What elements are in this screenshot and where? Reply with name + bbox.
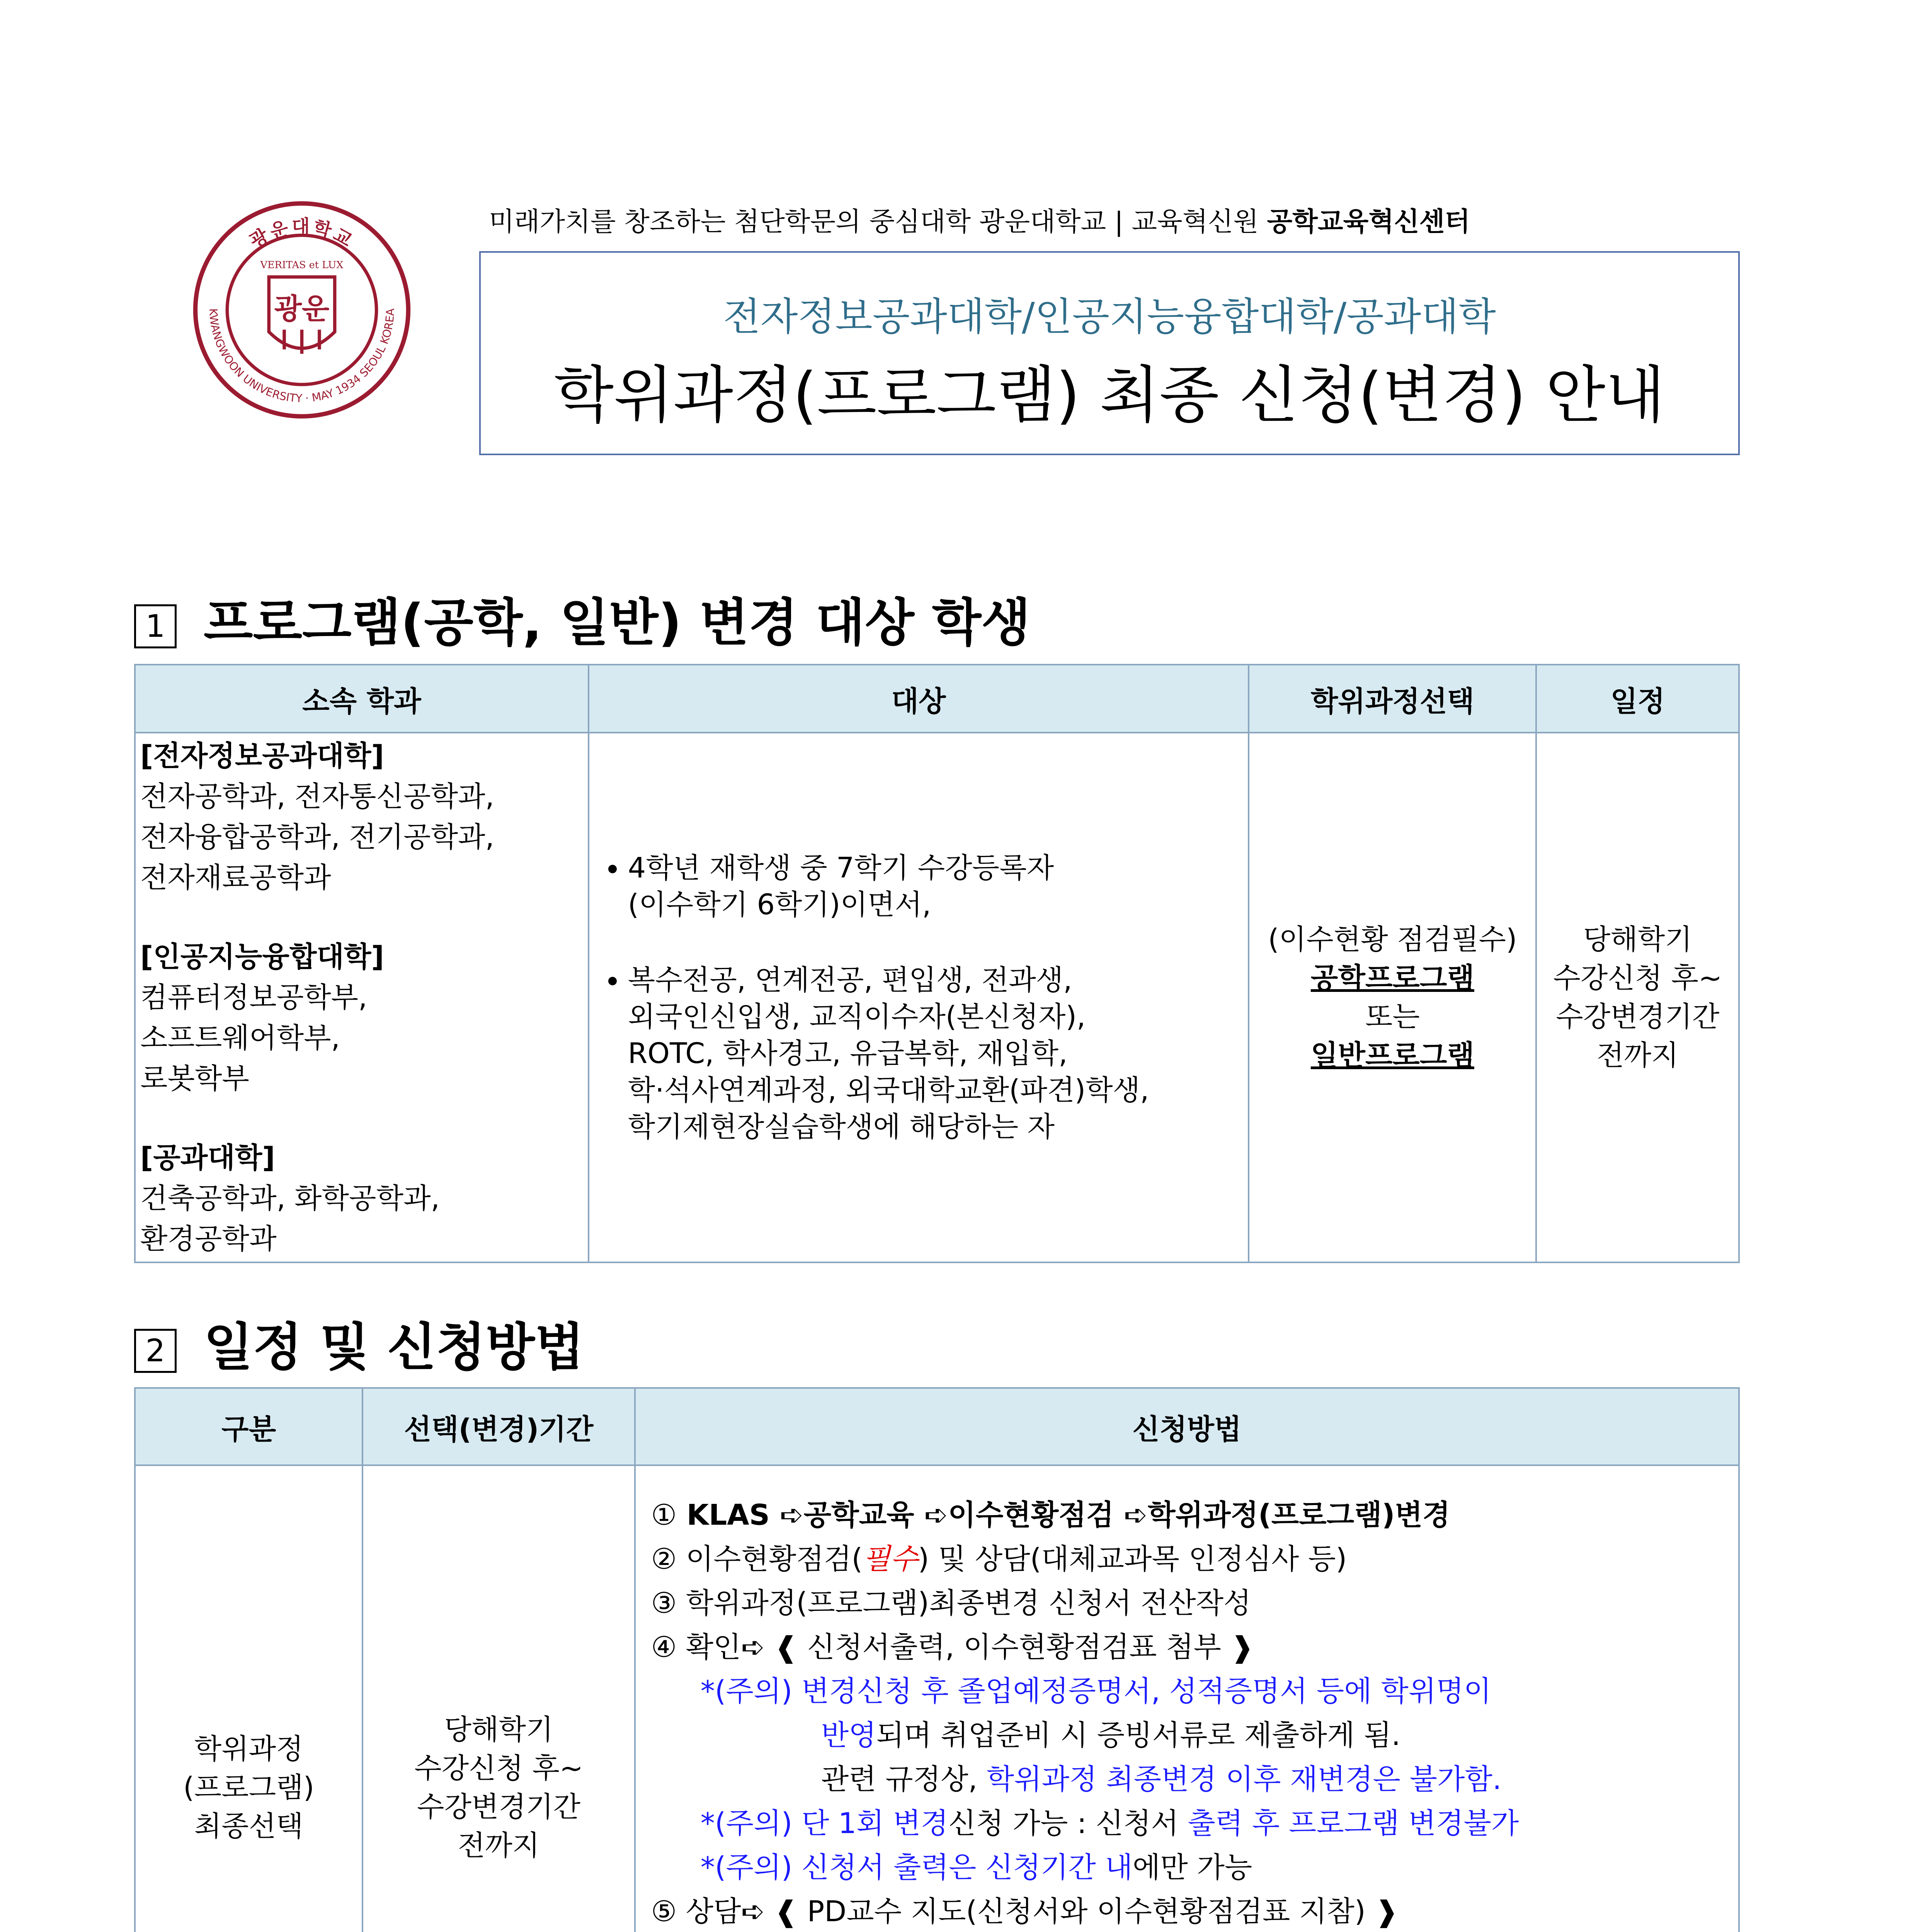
step-2: ② 이수현황점검(필수) 및 상담(대체교과목 인정심사 등) xyxy=(651,1543,1347,1576)
svg-text:광운: 광운 xyxy=(274,292,330,326)
caution-1-line2: 반영되며 취업준비 시 증빙서류로 제출하게 됨. xyxy=(821,1719,1401,1752)
kwangwoon-university-seal-icon xyxy=(192,200,412,420)
section2-heading: 2 일정 및 신청방법 xyxy=(134,1306,584,1379)
dept-line: 환경공학과 xyxy=(140,1223,277,1255)
caution-1-line3: 관련 규정상, 학위과정 최종변경 이후 재변경은 불가함. xyxy=(821,1763,1502,1796)
eligibility-table xyxy=(134,664,1740,1263)
header-target: 대상 xyxy=(589,665,1249,733)
category-cell: 학위과정 (프로그램) 최종선택 xyxy=(135,1465,362,1932)
svg-text:VERITAS et LUX: VERITAS et LUX xyxy=(260,259,344,271)
required-mark: 필수 xyxy=(863,1543,918,1576)
sub-title: 전자정보공과대학/인공지능융합대학/공과대학 xyxy=(723,294,1496,339)
svg-text:광운대학교: 광운대학교 xyxy=(246,216,358,253)
header-department: 소속 학과 xyxy=(135,665,589,733)
caution-3: *(주의) 신청서 출력은 신청기간 내에만 가능 xyxy=(700,1851,1252,1884)
header-method: 신청방법 xyxy=(635,1388,1739,1465)
section2-number: 2 xyxy=(134,1329,177,1373)
dept-line: 건축공학과, 화학공학과, xyxy=(140,1182,440,1215)
page-title: 학위과정(프로그램) 최종 신청(변경) 안내 xyxy=(554,359,1665,431)
section1-heading: 1 프로그램(공학, 일반) 변경 대상 학생 xyxy=(134,582,1031,655)
step-3: ③ 학위과정(프로그램)최종변경 신청서 전산작성 xyxy=(651,1587,1251,1620)
step-4: ④ 확인➪ ❰ 신청서출력, 이수현황점검표 첨부 ❱ xyxy=(651,1631,1254,1664)
step-1: ① KLAS ➪공학교육 ➪이수현황점검 ➪학위과정(프로그램)변경 xyxy=(651,1498,1450,1532)
condition-item: • 4학년 재학생 중 7학기 수강등록자 (이수학기 6학기)이면서, xyxy=(628,850,1239,923)
condition-item: • 복수전공, 연계전공, 편입생, 전과생, 외국인신입생, 교직이수자(본신청자), ROTC, 학사경고, 유급복학, 재입학, 학·석사연계과정, 외국대학교환(파견)학생, 학기제현장실습학생에 해당하는 자 xyxy=(628,962,1239,1145)
caution-1-line1: *(주의) 변경신청 후 졸업예정증명서, 성적증명서 등에 학위명이 xyxy=(700,1675,1492,1708)
dept-line: 전자재료공학과 xyxy=(140,861,331,894)
dept-line: 전자공학과, 전자통신공학과, xyxy=(140,780,494,813)
college-name: [공과대학] xyxy=(140,1141,275,1174)
section1-number: 1 xyxy=(134,604,177,648)
header-category: 구분 xyxy=(135,1388,362,1465)
period-cell: 당해학기 수강신청 후~ 수강변경기간 전까지 xyxy=(362,1465,635,1932)
step-5: ⑤ 상담➪ ❰ PD교수 지도(신청서와 이수현황점검표 지참) ❱ xyxy=(651,1895,1399,1928)
application-table xyxy=(134,1387,1740,1932)
department-cell xyxy=(135,733,589,1262)
dept-line: 소프트웨어학부, xyxy=(140,1022,340,1054)
college-name: [전자정보공과대학] xyxy=(140,740,384,772)
choice-note: (이수현황 점검필수) xyxy=(1268,923,1517,956)
dept-line: 컴퓨터정보공학부, xyxy=(140,981,368,1014)
college-name: [인공지능융합대학] xyxy=(140,940,384,973)
svg-text:KWANGWOON UNIVERSITY · MAY 193: KWANGWOON UNIVERSITY · MAY 1934 SEOUL KOREA xyxy=(207,308,397,405)
header-period: 선택(변경)기간 xyxy=(362,1388,635,1465)
target-cell xyxy=(589,733,1249,1262)
choice-or: 또는 xyxy=(1365,1000,1420,1033)
header-schedule: 일정 xyxy=(1536,665,1739,733)
schedule-cell: 당해학기 수강신청 후~ 수강변경기간 전까지 xyxy=(1536,733,1739,1262)
option-general-program: 일반프로그램 xyxy=(1310,1039,1474,1072)
title-box xyxy=(479,251,1740,455)
dept-line: 로봇학부 xyxy=(140,1062,250,1095)
dept-line: 전자융합공학과, 전기공학과, xyxy=(140,821,494,854)
degree-choice-cell xyxy=(1249,733,1536,1262)
slogan-center: 공학교육혁신센터 xyxy=(1267,207,1470,237)
caution-2: *(주의) 단 1회 변경신청 가능 : 신청서 출력 후 프로그램 변경불가 xyxy=(700,1807,1519,1840)
method-cell xyxy=(635,1465,1739,1932)
slogan: 미래가치를 창조하는 첨단학문의 중심대학 광운대학교 | 교육혁신원 공학교육혁신센터 xyxy=(489,207,1470,237)
option-engineering-program: 공학프로그램 xyxy=(1310,961,1474,995)
header-degree-choice: 학위과정선택 xyxy=(1249,665,1536,733)
